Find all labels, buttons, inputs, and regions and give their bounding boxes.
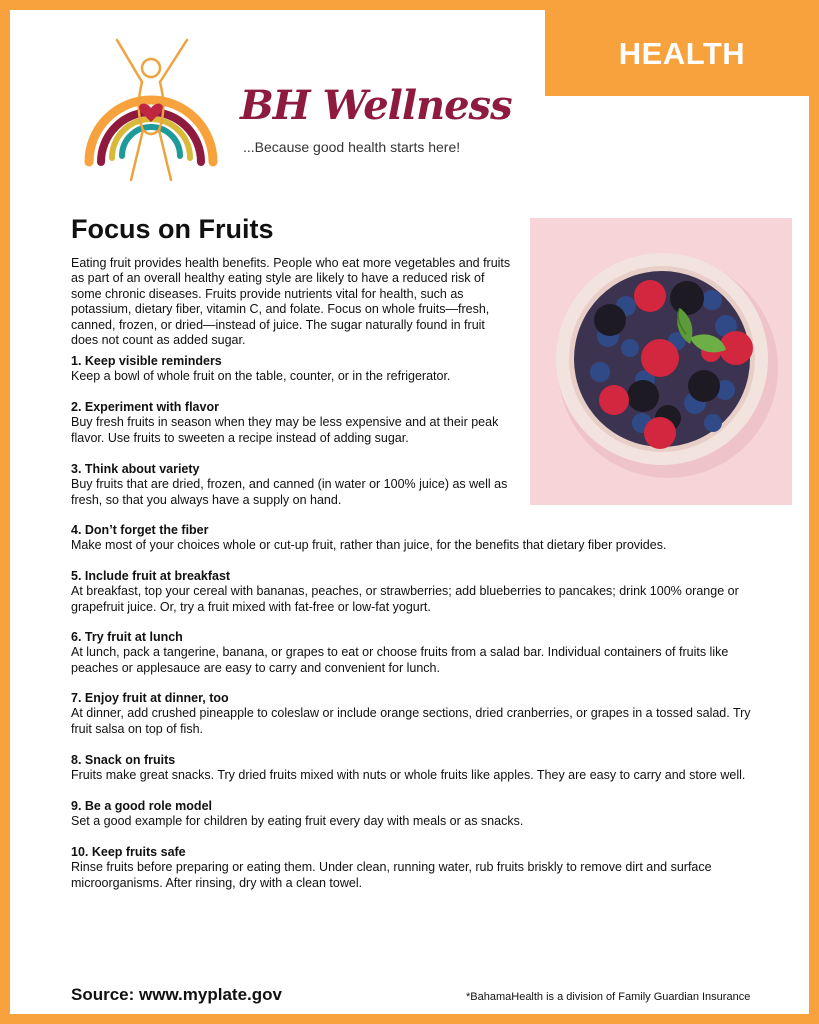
footnote: *BahamaHealth is a division of Family Guardian Insurance [466,991,751,1003]
tip-body: Rinse fruits before preparing or eating them. Under clean, running water, rub fruits briskly to remove dirt and surface microorganisms. After rinsing, dry with a clean towel. [71,860,712,890]
tip [71,569,771,615]
tip-body: At breakfast, top your cereal with bananas, peaches, or strawberries; add blueberries to pancakes; drink 100% orange or grapefruit juice. Or, try a fruit mixed with fat-free or low-fat yogurt. [71,584,739,614]
tip-heading: 4. Don’t forget the fiber [71,523,209,537]
tip-body: At dinner, add crushed pineapple to coleslaw or include orange sections, dried cranberries, or grapes in a tossed salad. Try fruit salsa on top of fish. [71,706,751,736]
section-tab [545,10,819,96]
bh-wellness-logo-icon [65,30,235,190]
tip-body: Buy fruits that are dried, frozen, and canned (in water or 100% juice) as well as fresh, so that you always have a supply on hand. [71,477,508,507]
tip-body: Set a good example for children by eating fruit every day with meals or as snacks. [71,814,524,829]
article-title: Focus on Fruits [71,214,274,244]
tip [71,753,791,784]
tip-heading: 8. Snack on fruits [71,753,176,767]
tip [71,845,771,891]
tip-body: At lunch, pack a tangerine, banana, or grapes to eat or choose fruits from a salad bar. Individual containers of fruits like peaches or applesauce are easy to carry and convenient for lunch. [71,645,729,675]
brand-tagline: ...Because good health starts here! [243,139,461,155]
tip-heading: 6. Try fruit at lunch [71,630,183,644]
berry-bowl-photo-icon [530,218,792,505]
tip-heading: 7. Enjoy fruit at dinner, too [71,691,229,705]
source-line: Source: www.myplate.gov [71,985,282,1004]
tip-body: Buy fresh fruits in season when they may be less expensive and at their peak flavor. Use fruits to sweeten a recipe instead of adding sugar. [71,415,499,445]
tip-body: Fruits make great snacks. Try dried fruits mixed with nuts or whole fruits like apples. They are easy to carry and store well. [71,768,746,783]
intro-paragraph: Eating fruit provides health benefits. People who eat more vegetables and fruits as part of an overall healthy eating style are likely to have a reduced risk of some chronic diseases. Fruits provide nutrients vital for health, such as potassium, dietary fiber, vitamin C, and folate. Focus on whole fruits—fresh, canned, frozen, or dried—instead of juice. The sugar naturally found in fruit does not count as added sugar. [71,256,511,348]
tip-heading: 1. Keep visible reminders [71,354,222,368]
tip [71,354,511,385]
tip [71,462,511,508]
tip-heading: 3. Think about variety [71,462,200,476]
tip-body: Keep a bowl of whole fruit on the table, counter, or in the refrigerator. [71,369,451,384]
section-tag: HEALTH [618,36,746,71]
tip [71,400,511,446]
tip [71,630,771,676]
tip-heading: 5. Include fruit at breakfast [71,569,231,583]
tip [71,799,771,830]
tip-heading: 2. Experiment with flavor [71,400,219,414]
tip-heading: 10. Keep fruits safe [71,845,186,859]
tip [71,523,771,554]
tip-heading: 9. Be a good role model [71,799,212,813]
brand-name: BH Wellness [240,82,512,129]
tip-body: Make most of your choices whole or cut-up fruit, rather than juice, for the benefits that dietary fiber provides. [71,538,667,553]
tip [71,691,771,737]
page [10,10,809,1014]
